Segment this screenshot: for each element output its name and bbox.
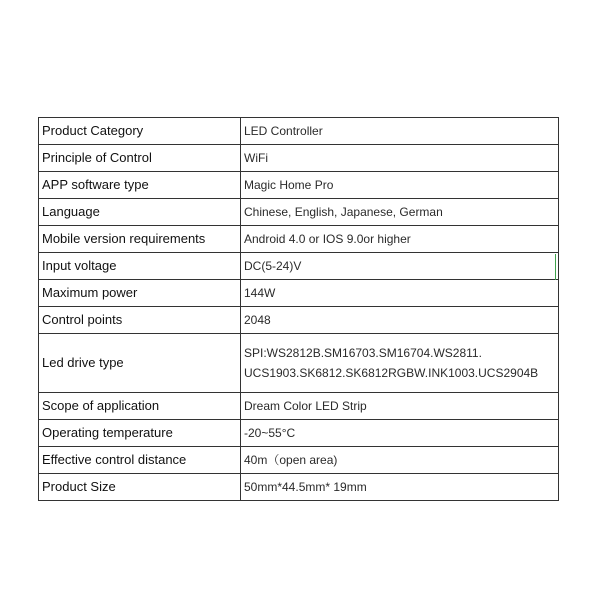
row-value-multiline — [241, 334, 559, 393]
row-value: WiFi — [241, 145, 559, 172]
row-label: Operating temperature — [39, 420, 241, 447]
table-row — [39, 253, 559, 280]
table-row — [39, 307, 559, 334]
row-value: Dream Color LED Strip — [241, 393, 559, 420]
table-row — [39, 393, 559, 420]
row-label: Mobile version requirements — [39, 226, 241, 253]
row-label: Product Category — [39, 118, 241, 145]
row-value: 144W — [241, 280, 559, 307]
table-row — [39, 172, 559, 199]
row-value: Chinese, English, Japanese, German — [241, 199, 559, 226]
green-edge-mark — [555, 254, 556, 280]
row-label: Led drive type — [39, 334, 241, 393]
row-value: Magic Home Pro — [241, 172, 559, 199]
table-row — [39, 420, 559, 447]
table-row — [39, 280, 559, 307]
row-label: Language — [39, 199, 241, 226]
row-value: DC(5-24)V — [241, 253, 559, 280]
row-value-line: UCS1903.SK6812.SK6812RGBW.INK1003.UCS2904B — [244, 366, 539, 380]
table-row — [39, 474, 559, 501]
spec-table — [38, 117, 559, 501]
table-row — [39, 145, 559, 172]
row-label: APP software type — [39, 172, 241, 199]
row-label: Scope of application — [39, 393, 241, 420]
row-label: Control points — [39, 307, 241, 334]
row-value: 2048 — [241, 307, 559, 334]
row-label: Effective control distance — [39, 447, 241, 474]
row-value: 50mm*44.5mm* 19mm — [241, 474, 559, 501]
row-value-line: SPI:WS2812B.SM16703.SM16704.WS2811. — [244, 346, 482, 360]
row-label: Product Size — [39, 474, 241, 501]
row-value: LED Controller — [241, 118, 559, 145]
row-value: -20~55°C — [241, 420, 559, 447]
table-row — [39, 334, 559, 393]
table-row — [39, 226, 559, 253]
table-row — [39, 447, 559, 474]
row-label: Principle of Control — [39, 145, 241, 172]
row-value: Android 4.0 or IOS 9.0or higher — [241, 226, 559, 253]
table-row — [39, 199, 559, 226]
row-label: Input voltage — [39, 253, 241, 280]
row-value: 40m（open area) — [241, 447, 559, 474]
table-row — [39, 118, 559, 145]
row-label: Maximum power — [39, 280, 241, 307]
